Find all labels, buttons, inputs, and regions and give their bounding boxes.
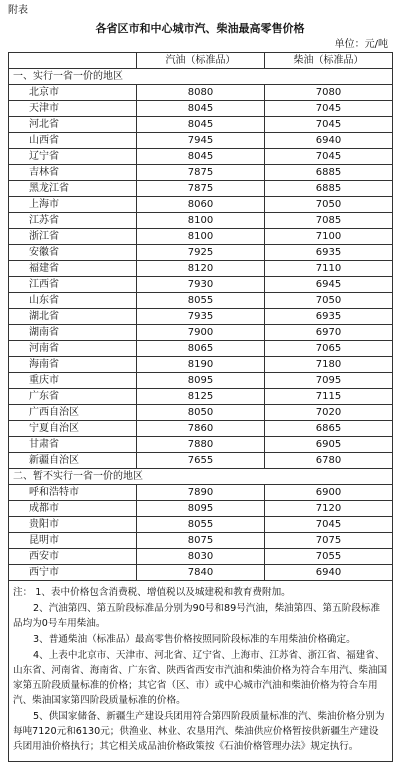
region-name-cell: 浙江省 <box>9 229 137 245</box>
table-row <box>9 197 393 213</box>
note-1: 注： 1、表中价格包含消费税、增值税以及城建税和教育费附加。 <box>13 587 291 598</box>
table-row <box>9 533 393 549</box>
section2-title: 二、暂不实行一省一价的地区 <box>9 469 393 485</box>
region-name-cell: 福建省 <box>9 261 137 277</box>
diesel-price-cell: 6935 <box>265 309 393 325</box>
region-name-cell: 贵阳市 <box>9 517 137 533</box>
gasoline-price-cell: 8050 <box>137 405 265 421</box>
price-table <box>8 52 393 762</box>
region-name-cell: 新疆自治区 <box>9 453 137 469</box>
diesel-price-cell: 7055 <box>265 549 393 565</box>
header-gasoline: 汽油（标准品） <box>137 53 265 69</box>
table-row <box>9 277 393 293</box>
table-row <box>9 101 393 117</box>
gasoline-price-cell: 7890 <box>137 485 265 501</box>
table-row <box>9 565 393 581</box>
note-5: 5、供国家储备、新疆生产建设兵团用符合第四阶段质量标准的汽、柴油价格分别为每吨7120元和6130元；供渔业、林业、农垦用汽、柴油供应价格暂按供新疆生产建设兵团用油价格执行；其它相关成品油价格政策按《石油价格管理办法》规定执行。 <box>13 711 385 752</box>
gasoline-price-cell: 8125 <box>137 389 265 405</box>
region-name-cell: 西宁市 <box>9 565 137 581</box>
diesel-price-cell: 6900 <box>265 485 393 501</box>
note-4: 4、上表中北京市、天津市、河北省、辽宁省、上海市、江苏省、浙江省、福建省、山东省、河南省、海南省、广东省、陕西省西安市汽油和柴油价格为符合车用汽、柴油国家第五阶段质量标准的价格；其它省（区、市）或中心城市汽油和柴油价格为符合车用汽、柴油国家第四阶段质量标准的价格。 <box>13 650 388 706</box>
section1-title: 一、实行一省一价的地区 <box>9 69 393 85</box>
table-row <box>9 389 393 405</box>
table-row <box>9 261 393 277</box>
notes-row <box>9 581 393 762</box>
diesel-price-cell: 7085 <box>265 213 393 229</box>
table-row <box>9 485 393 501</box>
region-name-cell: 山东省 <box>9 293 137 309</box>
table-row <box>9 213 393 229</box>
table-title: 各省区市和中心城市汽、柴油最高零售价格 <box>95 22 305 35</box>
region-name-cell: 吉林省 <box>9 165 137 181</box>
diesel-price-cell: 7080 <box>265 85 393 101</box>
region-name-cell: 黑龙江省 <box>9 181 137 197</box>
table-row <box>9 357 393 373</box>
gasoline-price-cell: 8060 <box>137 197 265 213</box>
gasoline-price-cell: 7930 <box>137 277 265 293</box>
region-name-cell: 上海市 <box>9 197 137 213</box>
diesel-price-cell: 6885 <box>265 181 393 197</box>
header-blank <box>9 53 137 69</box>
region-name-cell: 河南省 <box>9 341 137 357</box>
table-row <box>9 85 393 101</box>
table-row <box>9 229 393 245</box>
diesel-price-cell: 7045 <box>265 101 393 117</box>
region-name-cell: 江西省 <box>9 277 137 293</box>
diesel-price-cell: 7020 <box>265 405 393 421</box>
diesel-price-cell: 7050 <box>265 293 393 309</box>
diesel-price-cell: 6935 <box>265 245 393 261</box>
section-row <box>9 469 393 485</box>
table-row <box>9 325 393 341</box>
region-name-cell: 湖南省 <box>9 325 137 341</box>
region-name-cell: 湖北省 <box>9 309 137 325</box>
gasoline-price-cell: 8095 <box>137 501 265 517</box>
gasoline-price-cell: 7880 <box>137 437 265 453</box>
region-name-cell: 河北省 <box>9 117 137 133</box>
region-name-cell: 西安市 <box>9 549 137 565</box>
diesel-price-cell: 7045 <box>265 149 393 165</box>
diesel-price-cell: 7120 <box>265 501 393 517</box>
table-row <box>9 501 393 517</box>
gasoline-price-cell: 7945 <box>137 133 265 149</box>
region-name-cell: 昆明市 <box>9 533 137 549</box>
table-row <box>9 453 393 469</box>
gasoline-price-cell: 7875 <box>137 165 265 181</box>
gasoline-price-cell: 8065 <box>137 341 265 357</box>
table-row <box>9 517 393 533</box>
region-name-cell: 宁夏自治区 <box>9 421 137 437</box>
table-row <box>9 437 393 453</box>
region-name-cell: 安徽省 <box>9 245 137 261</box>
table-row <box>9 245 393 261</box>
note-2: 2、汽油第四、第五阶段标准品分别为90号和89号汽油，柴油第四、第五阶段标准品均为0号车用柴油。 <box>13 603 381 629</box>
region-name-cell: 广东省 <box>9 389 137 405</box>
region-name-cell: 天津市 <box>9 101 137 117</box>
header-diesel: 柴油（标准品） <box>265 53 393 69</box>
notes-cell <box>9 581 393 762</box>
diesel-price-cell: 7110 <box>265 261 393 277</box>
gasoline-price-cell: 8120 <box>137 261 265 277</box>
diesel-price-cell: 6970 <box>265 325 393 341</box>
gasoline-price-cell: 8055 <box>137 517 265 533</box>
diesel-price-cell: 6945 <box>265 277 393 293</box>
note-3: 3、普通柴油（标准品）最高零售价格按照同阶段标准的车用柴油价格确定。 <box>33 634 356 645</box>
gasoline-price-cell: 8100 <box>137 213 265 229</box>
diesel-price-cell: 7180 <box>265 357 393 373</box>
gasoline-price-cell: 8030 <box>137 549 265 565</box>
gasoline-price-cell: 8100 <box>137 229 265 245</box>
gasoline-price-cell: 8095 <box>137 373 265 389</box>
gasoline-price-cell: 8190 <box>137 357 265 373</box>
diesel-price-cell: 6885 <box>265 165 393 181</box>
diesel-price-cell: 6940 <box>265 133 393 149</box>
gasoline-price-cell: 7655 <box>137 453 265 469</box>
gasoline-price-cell: 7875 <box>137 181 265 197</box>
diesel-price-cell: 7045 <box>265 517 393 533</box>
diesel-price-cell: 7115 <box>265 389 393 405</box>
gasoline-price-cell: 8045 <box>137 149 265 165</box>
table-row <box>9 149 393 165</box>
diesel-price-cell: 7095 <box>265 373 393 389</box>
gasoline-price-cell: 7840 <box>137 565 265 581</box>
table-body <box>9 69 393 762</box>
region-name-cell: 呼和浩特市 <box>9 485 137 501</box>
table-row <box>9 309 393 325</box>
region-name-cell: 甘肃省 <box>9 437 137 453</box>
diesel-price-cell: 6865 <box>265 421 393 437</box>
gasoline-price-cell: 7935 <box>137 309 265 325</box>
gasoline-price-cell: 8075 <box>137 533 265 549</box>
gasoline-price-cell: 8045 <box>137 101 265 117</box>
unit-label: 单位：元/吨 <box>334 39 388 50</box>
diesel-price-cell: 7100 <box>265 229 393 245</box>
region-name-cell: 山西省 <box>9 133 137 149</box>
gasoline-price-cell: 7925 <box>137 245 265 261</box>
table-row <box>9 165 393 181</box>
diesel-price-cell: 6940 <box>265 565 393 581</box>
diesel-price-cell: 6780 <box>265 453 393 469</box>
table-row <box>9 181 393 197</box>
header-row <box>9 53 393 69</box>
table-row <box>9 421 393 437</box>
region-name-cell: 成都市 <box>9 501 137 517</box>
section-row <box>9 69 393 85</box>
region-name-cell: 重庆市 <box>9 373 137 389</box>
gasoline-price-cell: 7900 <box>137 325 265 341</box>
table-row <box>9 341 393 357</box>
gasoline-price-cell: 8045 <box>137 117 265 133</box>
diesel-price-cell: 7075 <box>265 533 393 549</box>
appendix-label: 附表 <box>8 5 28 16</box>
region-name-cell: 广西自治区 <box>9 405 137 421</box>
region-name-cell: 辽宁省 <box>9 149 137 165</box>
table-row <box>9 133 393 149</box>
table-row <box>9 405 393 421</box>
gasoline-price-cell: 8055 <box>137 293 265 309</box>
diesel-price-cell: 7065 <box>265 341 393 357</box>
diesel-price-cell: 6905 <box>265 437 393 453</box>
diesel-price-cell: 7045 <box>265 117 393 133</box>
table-row <box>9 549 393 565</box>
diesel-price-cell: 7050 <box>265 197 393 213</box>
table-row <box>9 293 393 309</box>
region-name-cell: 北京市 <box>9 85 137 101</box>
table-row <box>9 373 393 389</box>
gasoline-price-cell: 7860 <box>137 421 265 437</box>
table-row <box>9 117 393 133</box>
region-name-cell: 海南省 <box>9 357 137 373</box>
region-name-cell: 江苏省 <box>9 213 137 229</box>
gasoline-price-cell: 8080 <box>137 85 265 101</box>
